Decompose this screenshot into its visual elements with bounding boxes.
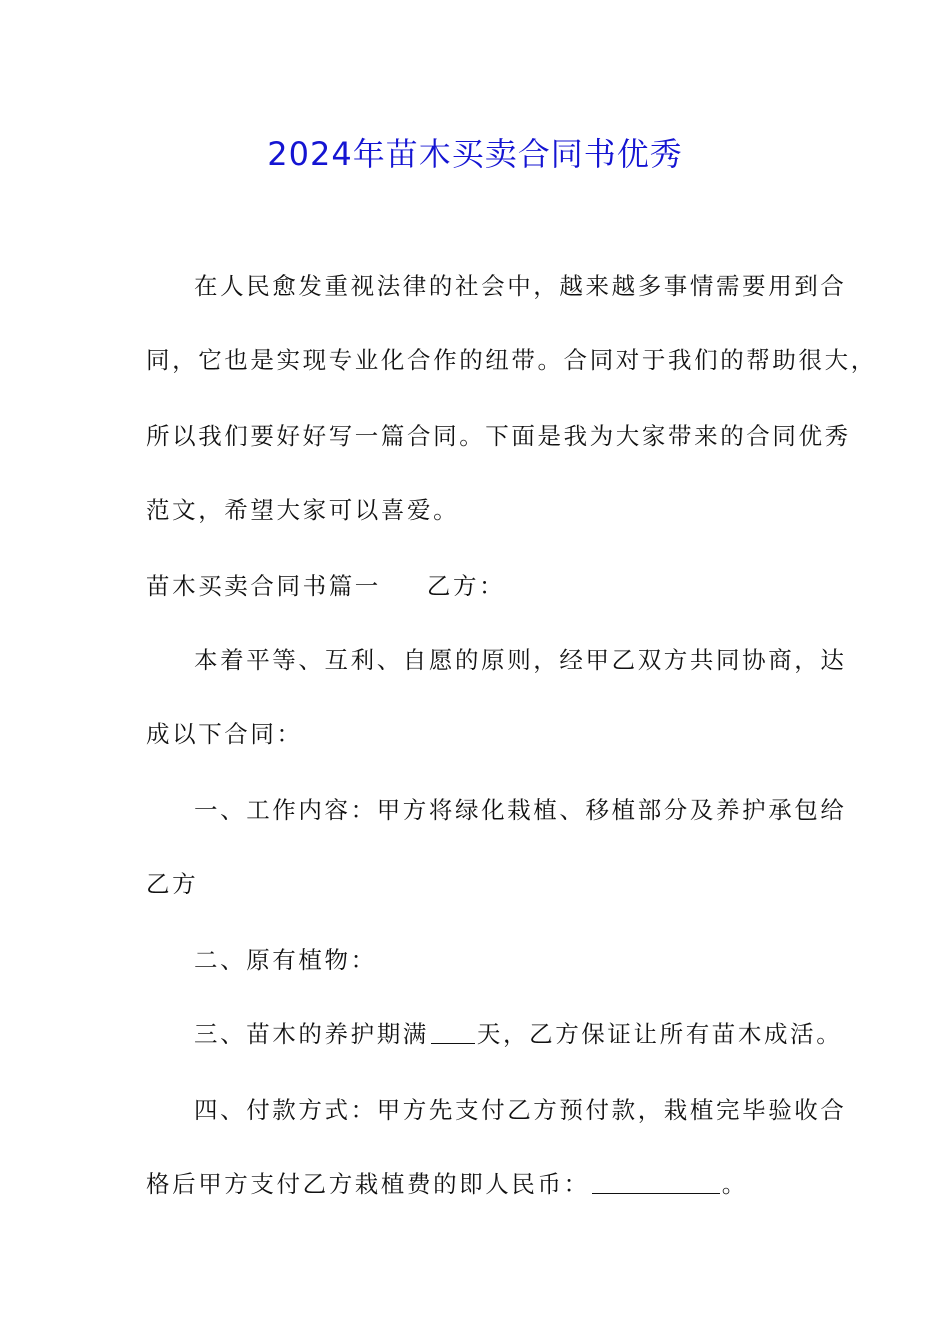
intro-line-2: 同，它也是实现专业化合作的纽带。合同对于我们的帮助很大， (146, 346, 877, 374)
section-heading (146, 570, 505, 602)
document-title: 2024年苗木买卖合同书优秀 (267, 135, 683, 173)
intro-line-1: 在人民愈发重视法律的社会中，越来越多事情需要用到合 (194, 272, 847, 300)
principle-line-2: 成以下合同： (146, 720, 303, 748)
clause-4-text-before: 格后甲方支付乙方栽植费的即人民币： (146, 1170, 590, 1198)
principle-line-1: 本着平等、互利、自愿的原则，经甲乙双方共同协商，达 (194, 646, 847, 674)
clause-4-line-2 (146, 1168, 748, 1200)
fill-blank-days (431, 1021, 475, 1044)
section-title: 苗木买卖合同书篇一 (146, 572, 381, 600)
clause-3 (194, 1018, 842, 1050)
clause-3-text-after: 天，乙方保证让所有苗木成活。 (476, 1020, 843, 1048)
fill-blank-amount (592, 1171, 720, 1194)
clause-4-line-1: 四、付款方式：甲方先支付乙方预付款，栽植完毕验收合 (194, 1096, 847, 1124)
clause-3-text-before: 三、苗木的养护期满 (194, 1020, 429, 1048)
party-b-label: 乙方： (426, 572, 506, 600)
clause-4-text-after: 。 (721, 1170, 748, 1198)
intro-line-4: 范文，希望大家可以喜爱。 (146, 496, 460, 524)
clause-1-line-2: 乙方 (146, 870, 199, 898)
clause-1-line-1: 一、工作内容：甲方将绿化栽植、移植部分及养护承包给 (194, 796, 847, 824)
clause-2-line-1: 二、原有植物： (194, 946, 377, 974)
intro-line-3: 所以我们要好好写一篇合同。下面是我为大家带来的合同优秀 (146, 422, 851, 450)
